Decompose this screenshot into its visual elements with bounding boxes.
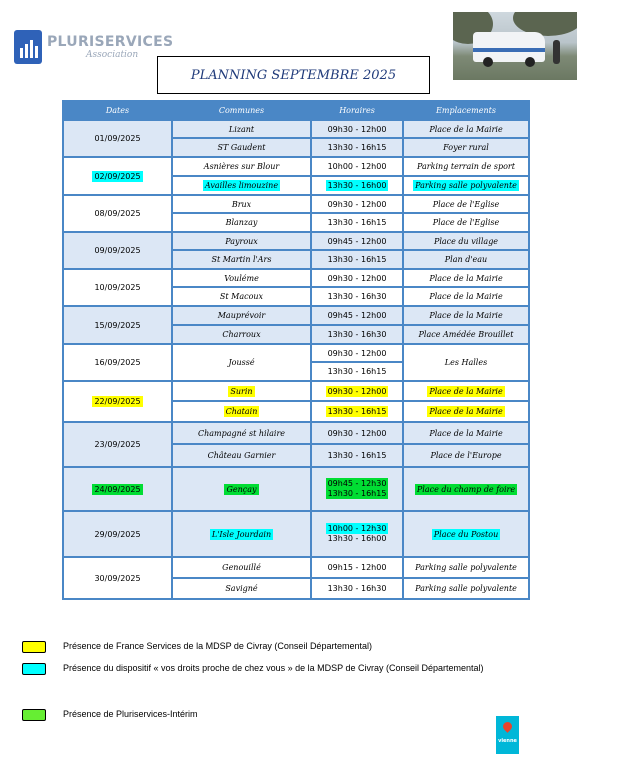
table-row xyxy=(63,344,529,362)
table-row xyxy=(63,467,529,511)
horaires-cell xyxy=(311,176,403,195)
horaires-cell xyxy=(311,401,403,422)
date-cell: 08/09/2025 xyxy=(63,195,172,232)
commune-cell: Genouillé xyxy=(172,557,311,578)
date-cell: 09/09/2025 xyxy=(63,232,172,269)
commune-cell xyxy=(172,511,311,557)
emplacement-cell xyxy=(403,467,529,511)
horaires-cell: 13h30 - 16h15 xyxy=(311,138,403,157)
highlight: Chatain xyxy=(225,407,258,416)
horaire-line xyxy=(312,489,402,499)
table-row xyxy=(63,269,529,287)
heart-icon xyxy=(501,720,514,733)
commune-cell xyxy=(172,401,311,422)
horaires-cell: 09h30 - 12h00 xyxy=(311,195,403,213)
table-row xyxy=(63,422,529,444)
date-cell xyxy=(63,157,172,195)
highlight: 09h45 - 12h30 xyxy=(327,479,387,488)
legend-swatch xyxy=(22,709,46,721)
table-row xyxy=(63,120,529,138)
highlight: Parking salle polyvalente xyxy=(415,181,517,190)
legend-text: Présence du dispositif « vos droits proche de chez vous » de la MDSP de Civray (Conseil Départemental) xyxy=(63,663,484,673)
header-communes: Communes xyxy=(172,101,311,120)
commune-cell: Payroux xyxy=(172,232,311,250)
emplacement-cell: Place Amédée Brouillet xyxy=(403,325,529,344)
commune-cell: Lizant xyxy=(172,120,311,138)
horaires-cell: 09h45 - 12h00 xyxy=(311,306,403,325)
date-cell: 30/09/2025 xyxy=(63,557,172,599)
horaires-cell: 09h45 - 12h00 xyxy=(311,232,403,250)
date-cell xyxy=(63,381,172,422)
table-row xyxy=(63,306,529,325)
commune-cell: Champagné st hilaire xyxy=(172,422,311,444)
highlight: Place du Postou xyxy=(433,529,499,539)
header-horaires: Horaires xyxy=(311,101,403,120)
highlight: 02/09/2025 xyxy=(94,171,141,181)
legend-item xyxy=(22,641,542,655)
commune-cell: St Macoux xyxy=(172,287,311,306)
table-row xyxy=(63,557,529,578)
horaires-cell: 13h30 - 16h15 xyxy=(311,444,403,467)
table-row xyxy=(63,381,529,401)
emplacement-cell: Foyer rural xyxy=(403,138,529,157)
date-cell: 10/09/2025 xyxy=(63,269,172,306)
horaires-cell: 13h30 - 16h30 xyxy=(311,325,403,344)
legend-item xyxy=(22,663,542,677)
page-title: PLANNING SEPTEMBRE 2025 xyxy=(190,67,397,83)
date-cell: 23/09/2025 xyxy=(63,422,172,467)
horaires-cell: 09h15 - 12h00 xyxy=(311,557,403,578)
vienne-logo xyxy=(496,716,519,754)
emplacement-cell: Place de l'Europe xyxy=(403,444,529,467)
horaires-cell: 13h30 - 16h15 xyxy=(311,250,403,269)
highlight: 13h30 - 16h15 xyxy=(327,407,387,416)
highlight: 10h00 - 12h30 xyxy=(327,524,387,533)
legend-text: Présence de Pluriservices-Intérim xyxy=(63,709,198,719)
emplacement-cell: Plan d'eau xyxy=(403,250,529,269)
highlight: 13h30 - 16h00 xyxy=(327,181,387,190)
commune-cell: Charroux xyxy=(172,325,311,344)
emplacement-cell xyxy=(403,401,529,422)
emplacement-cell: Place de l'Eglise xyxy=(403,195,529,213)
commune-cell: Blanzay xyxy=(172,213,311,232)
horaires-cell: 13h30 - 16h30 xyxy=(311,287,403,306)
highlight: 24/09/2025 xyxy=(94,484,141,494)
highlight: Surin xyxy=(230,386,253,396)
date-cell: 15/09/2025 xyxy=(63,306,172,344)
highlight: 22/09/2025 xyxy=(94,397,141,406)
highlight: 09h30 - 12h00 xyxy=(327,386,387,396)
horaires-cell: 13h30 - 16h15 xyxy=(311,362,403,381)
commune-cell: Savigné xyxy=(172,578,311,599)
date-cell: 29/09/2025 xyxy=(63,511,172,557)
pluriservices-logo xyxy=(14,30,174,66)
highlight: Availles limouzine xyxy=(204,181,279,190)
commune-cell: Vouléme xyxy=(172,269,311,287)
commune-cell xyxy=(172,381,311,401)
horaire-line xyxy=(312,524,402,534)
emplacement-cell: Parking salle polyvalente xyxy=(403,557,529,578)
highlight: Place du champ de foire xyxy=(416,484,516,494)
horaires-cell: 09h30 - 12h00 xyxy=(311,422,403,444)
logo-subtitle: Association xyxy=(86,50,139,60)
legend-item xyxy=(22,709,542,723)
emplacement-cell: Place de l'Eglise xyxy=(403,213,529,232)
commune-cell: Mauprévoir xyxy=(172,306,311,325)
horaires-cell xyxy=(311,381,403,401)
emplacement-cell: Place de la Mairie xyxy=(403,306,529,325)
horaires-cell: 09h30 - 12h00 xyxy=(311,344,403,362)
table-body xyxy=(63,120,529,599)
commune-cell: Asnières sur Blour xyxy=(172,157,311,176)
highlight: 13h30 - 16h15 xyxy=(327,489,387,498)
highlight: L'Isle Jourdain xyxy=(211,529,272,539)
planning-table xyxy=(62,100,530,600)
commune-cell: St Martin l'Ars xyxy=(172,250,311,269)
horaires-cell xyxy=(311,467,403,511)
horaires-cell: 10h00 - 12h00 xyxy=(311,157,403,176)
emplacement-cell xyxy=(403,176,529,195)
commune-cell: ST Gaudent xyxy=(172,138,311,157)
emplacement-cell: Place du village xyxy=(403,232,529,250)
commune-cell: Joussé xyxy=(172,344,311,381)
legend-swatch xyxy=(22,663,46,675)
table-row xyxy=(63,511,529,557)
table-row xyxy=(63,232,529,250)
date-cell: 01/09/2025 xyxy=(63,120,172,157)
date-cell: 16/09/2025 xyxy=(63,344,172,381)
highlight: Place de la Mairie xyxy=(429,407,503,416)
vienne-logo-text: vienne xyxy=(498,738,517,744)
header-emplacements: Emplacements xyxy=(403,101,529,120)
highlight: Gençay xyxy=(226,484,257,494)
commune-cell xyxy=(172,467,311,511)
emplacement-cell: Place de la Mairie xyxy=(403,287,529,306)
logo-mark-icon xyxy=(14,30,42,64)
table-row xyxy=(63,195,529,213)
table-header-row xyxy=(63,101,529,120)
horaires-cell: 09h30 - 12h00 xyxy=(311,120,403,138)
header-dates: Dates xyxy=(63,101,172,120)
date-cell xyxy=(63,467,172,511)
title-box xyxy=(157,56,430,94)
horaires-cell xyxy=(311,511,403,557)
horaires-cell: 13h30 - 16h15 xyxy=(311,213,403,232)
emplacement-cell xyxy=(403,381,529,401)
emplacement-cell: Place de la Mairie xyxy=(403,422,529,444)
commune-cell: Brux xyxy=(172,195,311,213)
legend-text: Présence de France Services de la MDSP de Civray (Conseil Départemental) xyxy=(63,641,372,651)
horaires-cell: 13h30 - 16h30 xyxy=(311,578,403,599)
emplacement-cell: Place de la Mairie xyxy=(403,120,529,138)
commune-cell: Château Garnier xyxy=(172,444,311,467)
commune-cell xyxy=(172,176,311,195)
camping-car-photo xyxy=(453,12,577,80)
logo-name: PLURISERVICES xyxy=(47,34,174,50)
emplacement-cell: Place de la Mairie xyxy=(403,269,529,287)
horaire-line: 13h30 - 16h00 xyxy=(327,534,387,543)
emplacement-cell: Parking terrain de sport xyxy=(403,157,529,176)
table-row xyxy=(63,157,529,176)
highlight: Place de la Mairie xyxy=(429,386,503,396)
horaires-cell: 09h30 - 12h00 xyxy=(311,269,403,287)
emplacement-cell xyxy=(403,511,529,557)
emplacement-cell: Parking salle polyvalente xyxy=(403,578,529,599)
emplacement-cell: Les Halles xyxy=(403,344,529,381)
legend-swatch xyxy=(22,641,46,653)
